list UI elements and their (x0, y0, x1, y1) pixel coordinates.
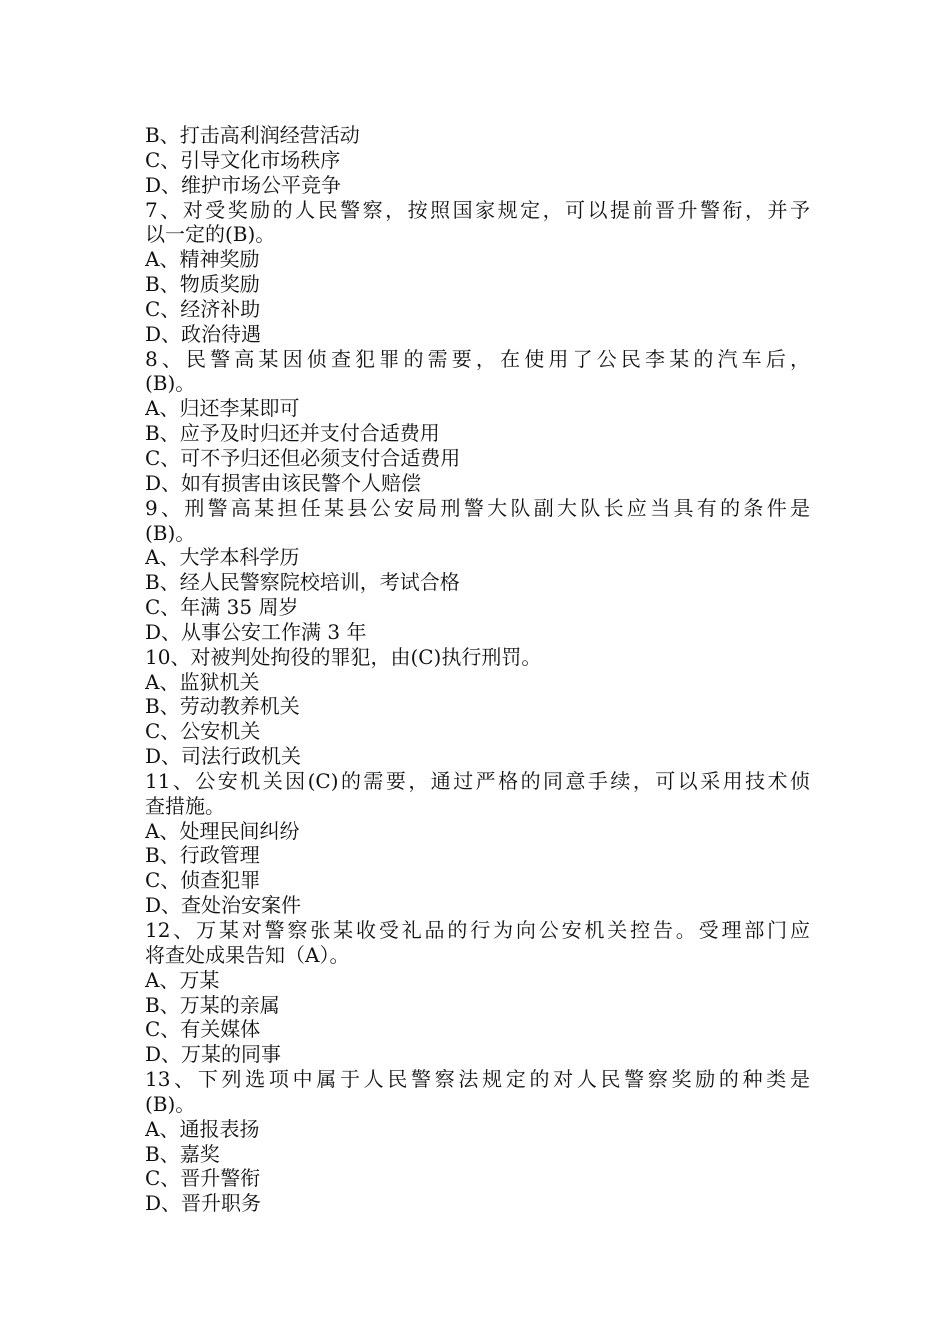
option-line: D、司法行政机关 (145, 744, 302, 769)
option-line: A、通报表扬 (145, 1116, 260, 1141)
question-13-line-2: (B)。 (145, 1091, 196, 1116)
option-line: A、处理民间纠纷 (145, 818, 300, 843)
question-12-line-2: 将查处成果告知（A）。 (145, 942, 350, 967)
question-9-line-1: 9、刑警高某担任某县公安局刑警大队副大队长应当具有的条件是 (145, 495, 810, 520)
question-8-line-1: 8、民警高某因侦查犯罪的需要，在使用了公民李某的汽车后， (145, 346, 810, 371)
option-line: C、有关媒体 (145, 1017, 261, 1042)
option-line: A、大学本科学历 (145, 545, 300, 570)
option-line: C、引导文化市场秩序 (145, 147, 341, 172)
option-line: D、万某的同事 (145, 1042, 282, 1067)
question-7-line-1: 7、对受奖励的人民警察，按照国家规定，可以提前晋升警衔，并予 (145, 197, 810, 222)
question-11-line-1: 11、公安机关因(C)的需要，通过严格的同意手续，可以采用技术侦 (145, 768, 810, 793)
option-line: D、晋升职务 (145, 1191, 262, 1216)
option-line: B、行政管理 (145, 843, 260, 868)
option-line: D、从事公安工作满 3 年 (145, 619, 367, 644)
option-line: B、物质奖励 (145, 272, 260, 297)
option-line: B、打击高利润经营活动 (145, 123, 360, 147)
option-line: C、公安机关 (145, 719, 261, 744)
option-line: B、劳动教养机关 (145, 694, 300, 719)
option-line: B、嘉奖 (145, 1141, 220, 1166)
option-line: C、可不予归还但必须支付合适费用 (145, 445, 461, 470)
option-line: B、应予及时归还并支付合适费用 (145, 421, 440, 446)
question-13-line-1: 13、下列选项中属于人民警察法规定的对人民警察奖励的种类是 (145, 1067, 810, 1092)
option-line: A、归还李某即可 (145, 396, 300, 421)
question-7-line-2: 以一定的(B)。 (145, 222, 276, 247)
option-line: C、经济补助 (145, 296, 261, 321)
option-line: C、年满 35 周岁 (145, 595, 299, 620)
option-line: A、万某 (145, 967, 220, 992)
option-line: D、维护市场公平竞争 (145, 172, 342, 197)
option-line: D、如有损害由该民警个人赔偿 (145, 470, 422, 495)
option-line: A、监狱机关 (145, 669, 260, 694)
question-9-line-2: (B)。 (145, 520, 196, 545)
question-11-line-2: 查措施。 (145, 793, 225, 818)
question-12-line-1: 12、万某对警察张某收受礼品的行为向公安机关控告。受理部门应 (145, 918, 810, 942)
option-line: D、查处治安案件 (145, 893, 302, 918)
question-8-line-2: (B)。 (145, 371, 196, 396)
option-line: B、经人民警察院校培训，考试合格 (145, 570, 460, 595)
option-line: C、侦查犯罪 (145, 868, 261, 893)
document-text (145, 123, 810, 1216)
question-10-line-1: 10、对被判处拘役的罪犯，由(C)执行刑罚。 (145, 644, 542, 669)
option-line: D、政治待遇 (145, 321, 262, 346)
option-line: B、万某的亲属 (145, 992, 280, 1017)
option-line: C、晋升警衔 (145, 1166, 261, 1191)
option-line: A、精神奖励 (145, 247, 260, 272)
